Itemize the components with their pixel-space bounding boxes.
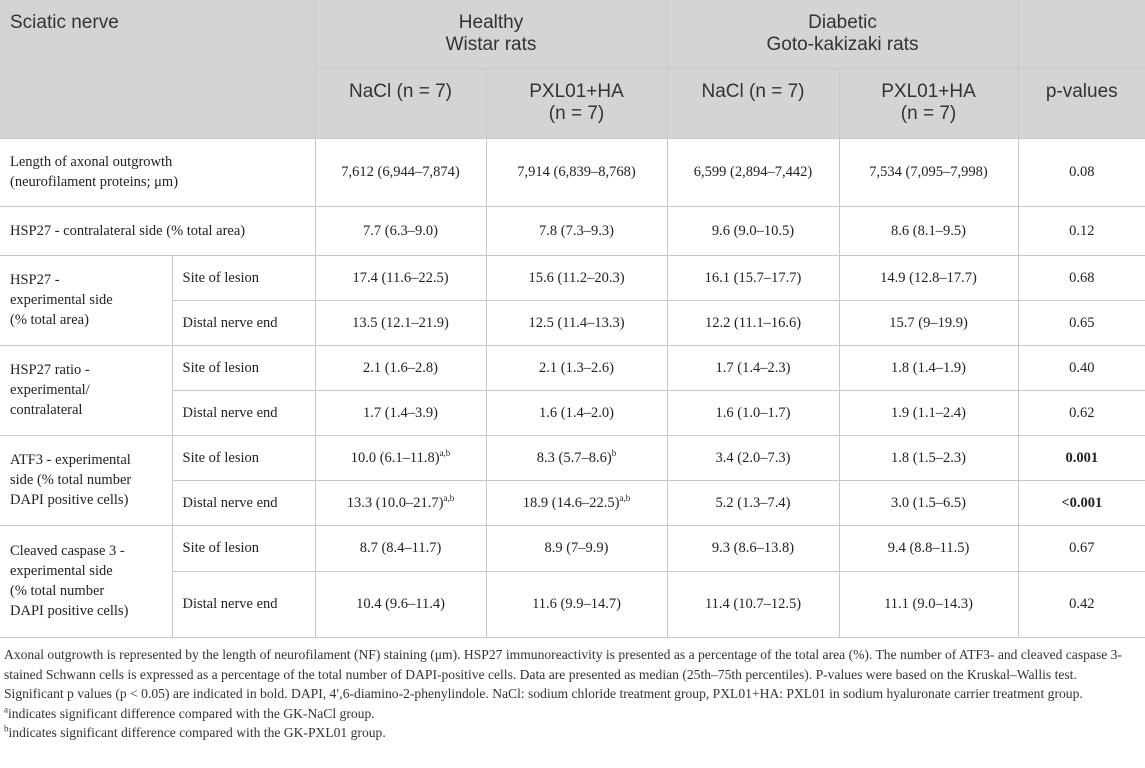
table-row <box>0 255 1145 300</box>
cell: 18.9 $(14.6-22.5)^{a,b}$ <box>486 480 667 525</box>
p-value-cell: 0.62 <box>1018 390 1145 435</box>
table-footnote <box>0 645 1124 743</box>
footnote-b: $^b$indicates significant difference compared with the GK-PXL01 group. <box>4 723 386 740</box>
sub-label-distal: Distal nerve end <box>172 390 315 435</box>
table-row <box>0 525 1145 571</box>
cell: 16.1 (15.7–17.7) <box>667 255 839 300</box>
cell: 1.8 (1.5–2.3) <box>839 435 1018 480</box>
p-value-cell: 0.42 <box>1018 571 1145 637</box>
cell: 13.3 $(10.0-21.7)^{a,b}$ <box>315 480 486 525</box>
cell: 8.3 $(5.7-8.6)^b$ <box>486 435 667 480</box>
cell: 1.6 (1.4–2.0) <box>486 390 667 435</box>
cell: 8.6 (8.1–9.5) <box>839 206 1018 255</box>
cell: 7.7 (6.3–9.0) <box>315 206 486 255</box>
row-label-hsp27-contralateral: HSP27 - contralateral side (% total area) <box>0 206 315 255</box>
p-value-cell: 0.08 <box>1018 138 1145 206</box>
cell: 7,914 (6,839–8,768) <box>486 138 667 206</box>
header-diabetic-pxl01: PXL01+HA (n = 7) <box>839 68 1018 138</box>
cell: 11.6 (9.9–14.7) <box>486 571 667 637</box>
cell: 6,599 (2,894–7,442) <box>667 138 839 206</box>
cell: 14.9 (12.8–17.7) <box>839 255 1018 300</box>
cell: 12.5 (11.4–13.3) <box>486 300 667 345</box>
row-label-axonal: Length of axonal outgrowth (neurofilament proteins; μm) <box>0 138 315 206</box>
header-diabetic-nacl: NaCl (n = 7) <box>667 68 839 138</box>
cell: 1.8 (1.4–1.9) <box>839 345 1018 390</box>
cell: 5.2 (1.3–7.4) <box>667 480 839 525</box>
cell: 8.7 (8.4–11.7) <box>315 525 486 571</box>
cell: 7,612 (6,944–7,874) <box>315 138 486 206</box>
footnote-a: $^a$indicates significant difference compared with the GK-NaCl group. <box>4 703 375 721</box>
table-row <box>0 300 1145 345</box>
footnote-text: Axonal outgrowth is represented by the length of neurofilament (NF) staining (μm). HSP27 immunoreactivity is presented as a percentage of the total area (%). The number of ATF3- and cleaved caspase 3-stained Schwann cells is expressed as a percentage of the total number of DAPI-positive cells. Data are presented as median (25th–75th percentiles). P-values were based on the Kruskal–Wallis test. Significant p values (p < 0.05) are indicated in bold. DAPI, 4′,6-diamino-2-phenylindole. NaCl: sodium chloride treatment group, PXL01+HA: PXL01 in sodium hyaluronate carrier treatment group. <box>4 647 1122 701</box>
cell: 3.4 (2.0–7.3) <box>667 435 839 480</box>
sub-label-site: Site of lesion <box>172 255 315 300</box>
cell: 1.7 (1.4–3.9) <box>315 390 486 435</box>
cell: 9.4 (8.8–11.5) <box>839 525 1018 571</box>
p-value-cell: 0.001 <box>1018 435 1145 480</box>
table-row <box>0 206 1145 255</box>
cell: 10.0 $(6.1-11.8)^{a,b}$ <box>315 435 486 480</box>
table-row <box>0 345 1145 390</box>
p-value-cell: 0.67 <box>1018 525 1145 571</box>
cell: 9.6 (9.0–10.5) <box>667 206 839 255</box>
sub-label-distal: Distal nerve end <box>172 571 315 637</box>
cell: 1.7 (1.4–2.3) <box>667 345 839 390</box>
header-healthy-nacl: NaCl (n = 7) <box>315 68 486 138</box>
cell: 17.4 (11.6–22.5) <box>315 255 486 300</box>
row-label-hsp27-ratio: HSP27 ratio - experimental/ contralateral <box>0 345 172 435</box>
table-row <box>0 138 1145 206</box>
cell: 2.1 (1.3–2.6) <box>486 345 667 390</box>
sub-label-distal: Distal nerve end <box>172 480 315 525</box>
cell: 10.4 (9.6–11.4) <box>315 571 486 637</box>
cell: 3.0 (1.5–6.5) <box>839 480 1018 525</box>
header-group-healthy: Healthy Wistar rats <box>315 0 667 68</box>
header-p-values: p-values <box>1018 68 1145 138</box>
table-row <box>0 480 1145 525</box>
header-group-diabetic: Diabetic Goto-kakizaki rats <box>667 0 1018 68</box>
cell: 15.6 (11.2–20.3) <box>486 255 667 300</box>
header-healthy-pxl01: PXL01+HA (n = 7) <box>486 68 667 138</box>
cell: 2.1 (1.6–2.8) <box>315 345 486 390</box>
header-sciatic-nerve: Sciatic nerve <box>0 0 315 138</box>
cell: 11.1 (9.0–14.3) <box>839 571 1018 637</box>
p-value-cell: <0.001 <box>1018 480 1145 525</box>
cell: 15.7 (9–19.9) <box>839 300 1018 345</box>
cell: 7.8 (7.3–9.3) <box>486 206 667 255</box>
cell: 9.3 (8.6–13.8) <box>667 525 839 571</box>
cell: 8.9 (7–9.9) <box>486 525 667 571</box>
header-empty-cell <box>1018 0 1145 68</box>
row-label-cleaved-caspase: Cleaved caspase 3 - experimental side (% total number DAPI positive cells) <box>0 525 172 637</box>
cell: 13.5 (12.1–21.9) <box>315 300 486 345</box>
table-row <box>0 435 1145 480</box>
p-value-cell: 0.68 <box>1018 255 1145 300</box>
cell: 7,534 (7,095–7,998) <box>839 138 1018 206</box>
p-value-cell: 0.12 <box>1018 206 1145 255</box>
sub-label-distal: Distal nerve end <box>172 300 315 345</box>
sub-label-site: Site of lesion <box>172 435 315 480</box>
cell: 1.6 (1.0–1.7) <box>667 390 839 435</box>
row-label-hsp27-experimental: HSP27 - experimental side (% total area) <box>0 255 172 345</box>
sub-label-site: Site of lesion <box>172 345 315 390</box>
cell: 11.4 (10.7–12.5) <box>667 571 839 637</box>
row-label-atf3: ATF3 - experimental side (% total number DAPI positive cells) <box>0 435 172 525</box>
sub-label-site: Site of lesion <box>172 525 315 571</box>
cell: 1.9 (1.1–2.4) <box>839 390 1018 435</box>
cell: 12.2 (11.1–16.6) <box>667 300 839 345</box>
table-row <box>0 571 1145 637</box>
p-value-cell: 0.40 <box>1018 345 1145 390</box>
p-value-cell: 0.65 <box>1018 300 1145 345</box>
table-row <box>0 390 1145 435</box>
